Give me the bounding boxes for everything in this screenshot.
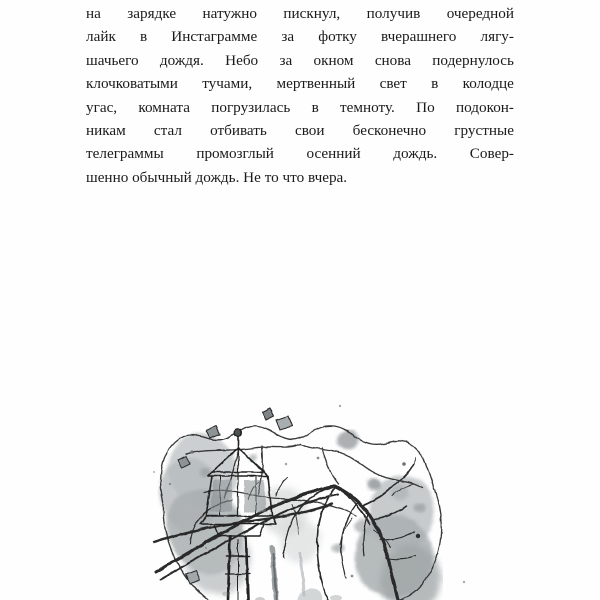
text-word: отбивать bbox=[210, 122, 267, 140]
text-word: лайк bbox=[86, 28, 116, 46]
text-word: погрузилась bbox=[211, 98, 291, 116]
text-word: очередной bbox=[446, 5, 514, 22]
text-line-content: шенно обычный дождь. Не то что вчера. bbox=[86, 168, 348, 186]
body-text-block bbox=[86, 2, 514, 189]
text-word: в bbox=[311, 98, 319, 116]
text-word: шачьего bbox=[86, 51, 139, 69]
text-line bbox=[86, 72, 514, 95]
text-line bbox=[86, 49, 514, 72]
text-line bbox=[86, 142, 514, 165]
text-word: стал bbox=[153, 122, 182, 140]
text-word: подокон- bbox=[455, 98, 514, 116]
text-word: вчерашнего bbox=[381, 28, 457, 46]
text-word: По bbox=[416, 98, 435, 116]
text-word: в bbox=[431, 75, 439, 93]
text-word: грустные bbox=[454, 122, 514, 140]
text-word: комната bbox=[138, 98, 190, 116]
text-word: дождь. bbox=[393, 145, 438, 163]
text-word: Небо bbox=[225, 51, 259, 69]
text-line bbox=[86, 96, 514, 119]
text-word: тучами, bbox=[202, 75, 253, 93]
illustration bbox=[0, 196, 600, 600]
text-word: угас, bbox=[86, 98, 118, 116]
text-word: натужно bbox=[202, 5, 258, 22]
text-word: получив bbox=[366, 5, 421, 22]
text-word: Инстаграмме bbox=[171, 28, 258, 46]
text-word: клочковатыми bbox=[86, 75, 178, 93]
text-word: никам bbox=[86, 122, 126, 140]
text-line bbox=[86, 2, 514, 25]
text-word: в bbox=[139, 28, 148, 46]
text-line bbox=[86, 25, 514, 48]
text-word: фотку bbox=[318, 28, 357, 46]
text-word: на bbox=[86, 5, 101, 22]
text-word: дождя. bbox=[159, 51, 204, 69]
text-word: телеграммы bbox=[86, 145, 164, 163]
text-word: снова bbox=[374, 51, 411, 69]
fragment-leaf-right bbox=[297, 589, 322, 600]
text-word: зарядке bbox=[127, 5, 177, 22]
text-word: темноту. bbox=[340, 98, 395, 116]
text-word: пискнул, bbox=[283, 5, 341, 22]
text-word: мертвенный bbox=[276, 75, 356, 93]
text-word: осенний bbox=[306, 145, 361, 163]
text-word: свет bbox=[379, 75, 407, 93]
text-word: промозглый bbox=[196, 145, 274, 163]
text-word: бесконечно bbox=[352, 122, 427, 140]
text-line bbox=[86, 119, 514, 142]
text-word: за bbox=[279, 51, 293, 69]
text-word: Совер- bbox=[469, 145, 514, 163]
text-word: окном bbox=[313, 51, 354, 69]
text-word: за bbox=[281, 28, 295, 46]
text-word: подернулось bbox=[432, 51, 514, 69]
text-word: колодце bbox=[462, 75, 514, 93]
text-word: лягу- bbox=[480, 28, 514, 46]
text-word: свои bbox=[295, 122, 325, 140]
text-line bbox=[86, 166, 514, 189]
